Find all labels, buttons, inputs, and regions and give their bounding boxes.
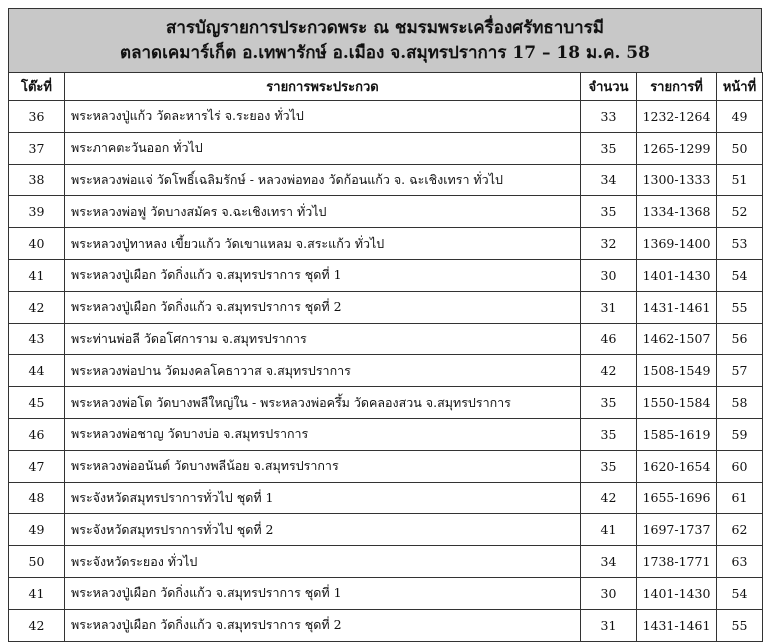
cell-count: 41: [581, 514, 637, 546]
header-item: รายการพระประกวด: [65, 73, 581, 101]
cell-page: 62: [717, 514, 763, 546]
title-line-2: ตลาดเคมาร์เก็ต อ.เทพารักษ์ อ.เมือง จ.สมุทรปราการ 17 – 18 ม.ค. 58: [120, 42, 650, 63]
cell-range: 1369-1400: [637, 228, 717, 260]
table-row: [9, 259, 763, 291]
cell-range: 1334-1368: [637, 196, 717, 228]
cell-table-no: 45: [9, 387, 65, 419]
cell-range: 1401-1430: [637, 259, 717, 291]
cell-page: 54: [717, 259, 763, 291]
cell-item: พระท่านพ่อลี วัดอโศการาม จ.สมุทรปราการ: [65, 323, 581, 355]
cell-page: 63: [717, 546, 763, 578]
cell-item: พระหลวงพ่อฟู วัดบางสมัคร จ.ฉะเชิงเทรา ทั่วไป: [65, 196, 581, 228]
cell-table-no: 43: [9, 323, 65, 355]
table-row: [9, 196, 763, 228]
cell-item: พระหลวงปู่เผือก วัดกิ่งแก้ว จ.สมุทรปราการ ชุดที่ 1: [65, 259, 581, 291]
cell-item: พระหลวงปู่ทาหลง เขี้ยวแก้ว วัดเขาแหลม จ.สระแก้ว ทั่วไป: [65, 228, 581, 260]
cell-count: 42: [581, 355, 637, 387]
cell-item: พระหลวงปู่แก้ว วัดละหารไร่ จ.ระยอง ทั่วไป: [65, 101, 581, 133]
cell-table-no: 37: [9, 132, 65, 164]
cell-table-no: 39: [9, 196, 65, 228]
table-row: [9, 355, 763, 387]
cell-range: 1620-1654: [637, 450, 717, 482]
cell-count: 30: [581, 259, 637, 291]
cell-count: 35: [581, 132, 637, 164]
cell-item: พระหลวงพ่ออนันต์ วัดบางพลีน้อย จ.สมุทรปราการ: [65, 450, 581, 482]
cell-count: 31: [581, 291, 637, 323]
cell-table-no: 42: [9, 609, 65, 641]
cell-count: 35: [581, 196, 637, 228]
cell-range: 1401-1430: [637, 577, 717, 609]
cell-table-no: 47: [9, 450, 65, 482]
cell-table-no: 40: [9, 228, 65, 260]
cell-count: 35: [581, 450, 637, 482]
cell-page: 60: [717, 450, 763, 482]
cell-count: 31: [581, 609, 637, 641]
cell-item: พระจังหวัดระยอง ทั่วไป: [65, 546, 581, 578]
cell-item: พระหลวงพ่อปาน วัดมงคลโคธาวาส จ.สมุทรปราการ: [65, 355, 581, 387]
cell-table-no: 48: [9, 482, 65, 514]
cell-page: 53: [717, 228, 763, 260]
table-row: [9, 546, 763, 578]
cell-page: 61: [717, 482, 763, 514]
cell-page: 55: [717, 291, 763, 323]
cell-page: 56: [717, 323, 763, 355]
cell-count: 35: [581, 418, 637, 450]
cell-count: 30: [581, 577, 637, 609]
document: [8, 8, 762, 642]
title-line-1: สารบัญรายการประกวดพระ ณ ชมรมพระเครื่องศรัทธาบารมี: [165, 17, 605, 38]
header-page: หน้าที่: [717, 73, 763, 101]
cell-table-no: 36: [9, 101, 65, 133]
cell-count: 33: [581, 101, 637, 133]
cell-range: 1431-1461: [637, 609, 717, 641]
cell-range: 1431-1461: [637, 291, 717, 323]
table-row: [9, 132, 763, 164]
cell-item: พระหลวงพ่อชาญ วัดบางบ่อ จ.สมุทรปราการ: [65, 418, 581, 450]
cell-range: 1300-1333: [637, 164, 717, 196]
cell-range: 1265-1299: [637, 132, 717, 164]
cell-range: 1655-1696: [637, 482, 717, 514]
cell-item: พระหลวงพ่อแจ่ วัดโพธิ์เฉลิมรักษ์ - หลวงพ่อทอง วัดก้อนแก้ว จ. ฉะเชิงเทรา ทั่วไป: [65, 164, 581, 196]
header-range: รายการที่: [637, 73, 717, 101]
cell-count: 34: [581, 164, 637, 196]
table-row: [9, 228, 763, 260]
cell-page: 50: [717, 132, 763, 164]
table-row: [9, 101, 763, 133]
table-row: [9, 450, 763, 482]
cell-table-no: 38: [9, 164, 65, 196]
cell-count: 46: [581, 323, 637, 355]
header-count: จำนวน: [581, 73, 637, 101]
title-banner: [8, 8, 762, 72]
cell-table-no: 50: [9, 546, 65, 578]
cell-page: 59: [717, 418, 763, 450]
cell-range: 1508-1549: [637, 355, 717, 387]
cell-table-no: 46: [9, 418, 65, 450]
cell-table-no: 41: [9, 577, 65, 609]
cell-table-no: 41: [9, 259, 65, 291]
cell-item: พระจังหวัดสมุทรปราการทั่วไป ชุดที่ 2: [65, 514, 581, 546]
header-table-no: โต๊ะที่: [9, 73, 65, 101]
cell-range: 1462-1507: [637, 323, 717, 355]
cell-item: พระจังหวัดสมุทรปราการทั่วไป ชุดที่ 1: [65, 482, 581, 514]
cell-range: 1232-1264: [637, 101, 717, 133]
cell-page: 49: [717, 101, 763, 133]
cell-range: 1550-1584: [637, 387, 717, 419]
table-row: [9, 291, 763, 323]
cell-range: 1738-1771: [637, 546, 717, 578]
header-row: [9, 73, 763, 101]
cell-page: 51: [717, 164, 763, 196]
table-row: [9, 577, 763, 609]
cell-page: 52: [717, 196, 763, 228]
table-row: [9, 387, 763, 419]
cell-item: พระหลวงพ่อโต วัดบางพลีใหญ่ใน - พระหลวงพ่อครึ้ม วัดคลองสวน จ.สมุทรปราการ: [65, 387, 581, 419]
cell-item: พระภาคตะวันออก ทั่วไป: [65, 132, 581, 164]
cell-page: 58: [717, 387, 763, 419]
cell-item: พระหลวงปู่เผือก วัดกิ่งแก้ว จ.สมุทรปราการ ชุดที่ 2: [65, 609, 581, 641]
cell-range: 1585-1619: [637, 418, 717, 450]
cell-table-no: 49: [9, 514, 65, 546]
table-row: [9, 609, 763, 641]
cell-item: พระหลวงปู่เผือก วัดกิ่งแก้ว จ.สมุทรปราการ ชุดที่ 2: [65, 291, 581, 323]
cell-table-no: 44: [9, 355, 65, 387]
cell-range: 1697-1737: [637, 514, 717, 546]
cell-count: 42: [581, 482, 637, 514]
table-row: [9, 482, 763, 514]
cell-page: 55: [717, 609, 763, 641]
table-row: [9, 514, 763, 546]
table-row: [9, 418, 763, 450]
cell-count: 32: [581, 228, 637, 260]
cell-page: 57: [717, 355, 763, 387]
table-row: [9, 323, 763, 355]
cell-count: 35: [581, 387, 637, 419]
cell-count: 34: [581, 546, 637, 578]
table-row: [9, 164, 763, 196]
cell-page: 54: [717, 577, 763, 609]
contents-table: [8, 72, 763, 642]
cell-table-no: 42: [9, 291, 65, 323]
cell-item: พระหลวงปู่เผือก วัดกิ่งแก้ว จ.สมุทรปราการ ชุดที่ 1: [65, 577, 581, 609]
